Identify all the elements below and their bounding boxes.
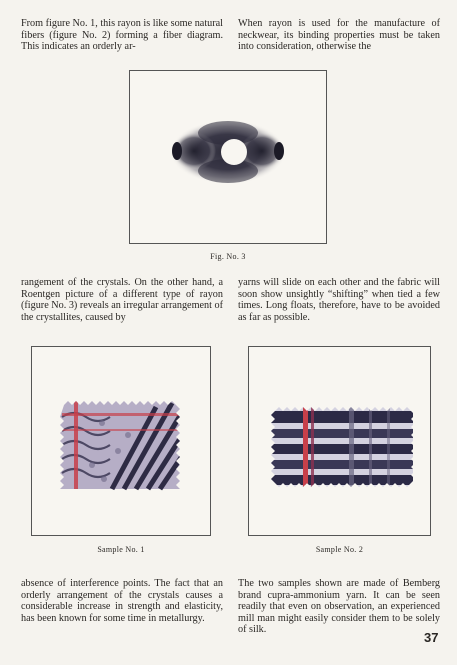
page-number: 37 xyxy=(424,630,439,645)
sample-1-frame xyxy=(31,346,211,536)
top-left-paragraph xyxy=(21,18,223,53)
middle-left-text: rangement of the crystals. On the other hand, a Roentgen picture of a different type of rayon (figure No. 3) reveals an irregular arrangement of the crystallites, caused by xyxy=(21,277,223,323)
sample-1-fabric-swatch xyxy=(32,347,210,535)
sample-2-fabric-swatch xyxy=(249,347,430,535)
roentgen-diffraction-image xyxy=(130,71,326,243)
bottom-right-text: The two samples shown are made of Bemberg brand cupra-ammonium yarn. It can be seen readily that even on observation, an experienced mill man might easily consider them to be solely of silk. xyxy=(238,578,440,636)
sample-1-caption: Sample No. 1 xyxy=(97,545,145,554)
middle-right-text: yarns will slide on each other and the fabric will soon show unsightly “shifting” when tied a few times. Long floats, therefore, have to be avoided as far as possible. xyxy=(238,277,440,323)
bottom-left-text: absence of interference points. The fact that an orderly arrangement of the crystals causes a considerable increase in strength and elasticity, has been known for some time in metallurgy. xyxy=(21,578,223,624)
middle-right-paragraph xyxy=(238,277,440,323)
bottom-left-paragraph xyxy=(21,578,223,624)
top-left-text: From figure No. 1, this rayon is like some natural fibers (figure No. 2) forming a fiber diagram. This indicates an orderly ar- xyxy=(21,18,223,53)
top-right-text: When rayon is used for the manufacture of neckwear, its binding properties must be taken into consideration, otherwise the xyxy=(238,18,440,53)
bottom-right-paragraph xyxy=(238,578,440,636)
figure-3-caption: Fig. No. 3 xyxy=(210,252,246,261)
figure-3-frame xyxy=(129,70,327,244)
middle-left-paragraph xyxy=(21,277,223,323)
top-right-paragraph xyxy=(238,18,440,53)
sample-2-caption: Sample No. 2 xyxy=(315,545,364,554)
sample-2-frame xyxy=(248,346,431,536)
